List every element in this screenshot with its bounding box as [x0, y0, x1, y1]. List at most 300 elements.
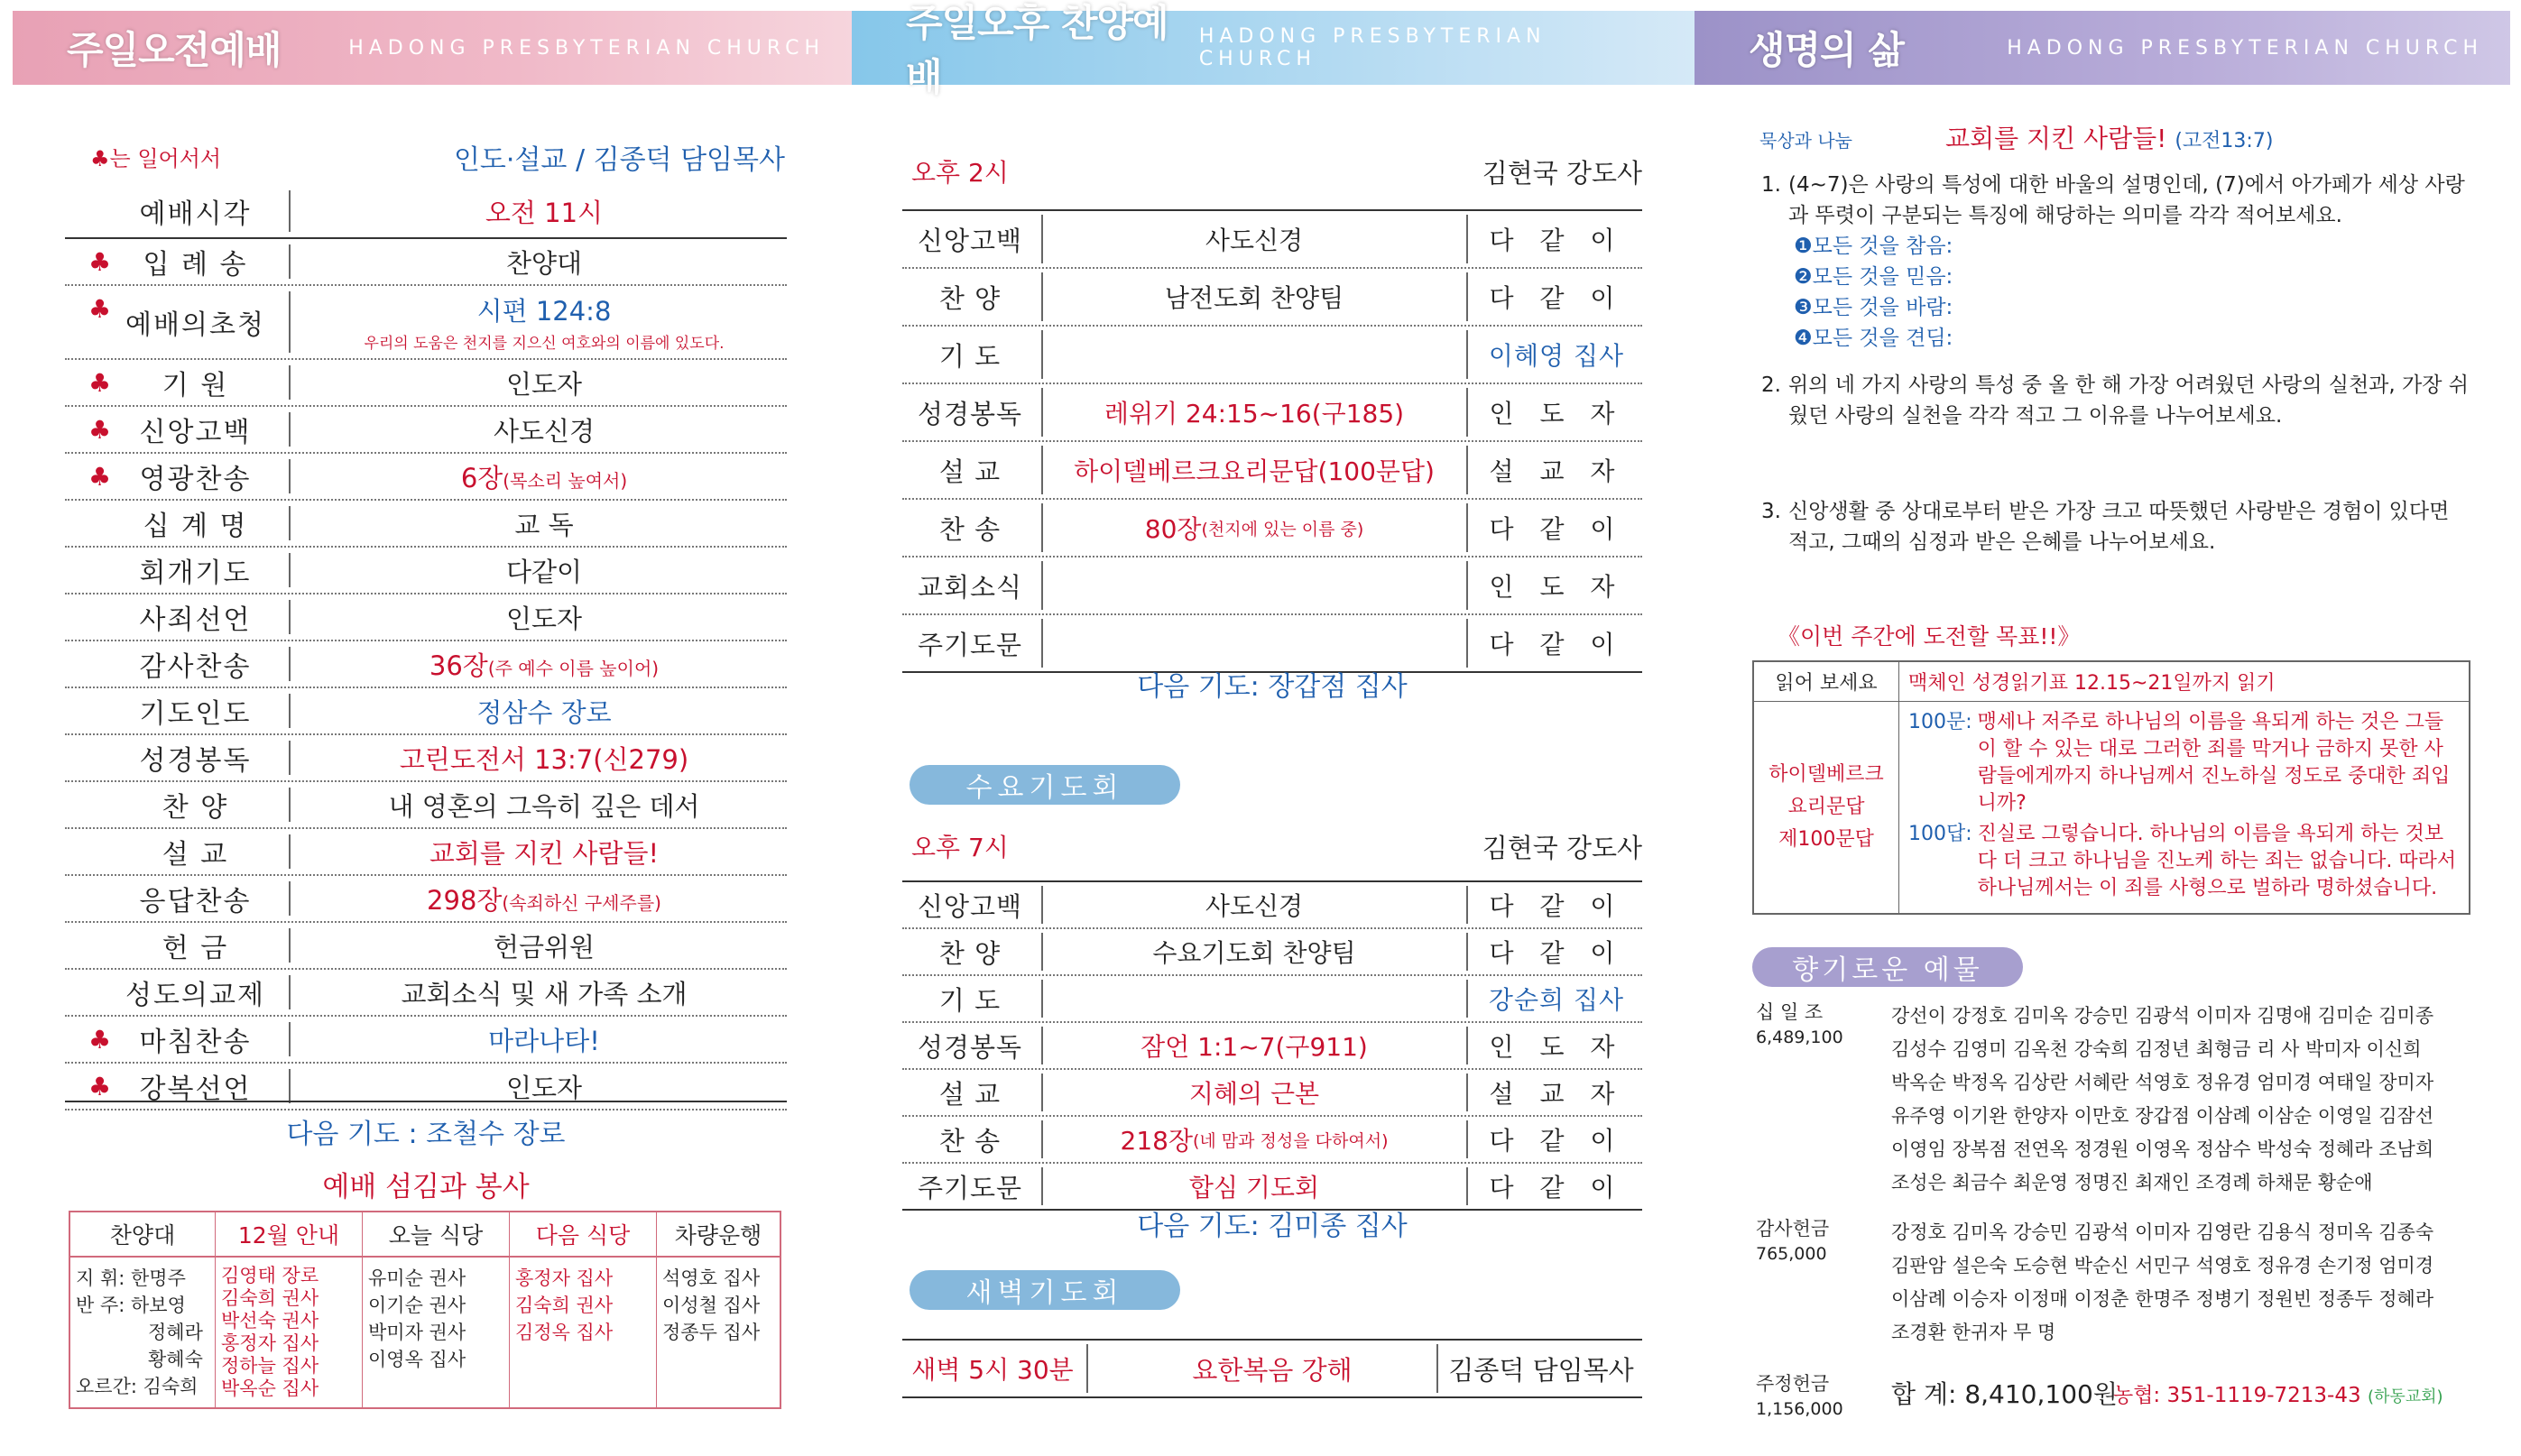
divider: [1466, 1120, 1468, 1158]
order-value-main: 인도자: [505, 368, 583, 400]
morning-banner-sub: HADONG PRESBYTERIAN CHURCH: [348, 36, 825, 60]
service-entry: 정혜라: [148, 1322, 203, 1343]
divider: [1466, 1167, 1468, 1205]
divider: [1041, 1120, 1043, 1158]
answer-list: [1761, 231, 2474, 354]
order-label: 설 교: [938, 1078, 1002, 1110]
afternoon-leader: 김현국 강도사: [1482, 158, 1642, 189]
divider: [289, 788, 291, 822]
order-value: [301, 1017, 787, 1062]
driving-cell: [657, 1257, 781, 1408]
divider: [1466, 561, 1468, 610]
order-value-main: 하이델베르크요리문답(100문답): [1074, 456, 1435, 486]
question-number: 1.: [1761, 173, 1781, 197]
order-value-main: 인도자: [505, 1072, 583, 1103]
divider: [289, 975, 291, 1009]
divider: [1466, 215, 1468, 263]
guide-cell: [216, 1257, 363, 1408]
name-line: 김성수 김영미 김옥천 강숙희 김정년 최형금 리 사 박미자 이신희: [1891, 1038, 2422, 1060]
divider: [1466, 1074, 1468, 1111]
order-value: [301, 782, 787, 827]
order-label: 마침찬송: [139, 1027, 252, 1058]
order-who: 다 같 이: [1489, 283, 1624, 313]
weekly-key: [1756, 1371, 1843, 1422]
tithe-amount: 6,489,100: [1756, 1027, 1843, 1047]
service-header: 차량운행: [657, 1212, 781, 1257]
order-value: [1047, 327, 1462, 382]
order-row: [65, 360, 787, 407]
order-label: 사죄선언: [139, 604, 252, 636]
afternoon-order-table: [902, 209, 1642, 673]
divider: [289, 881, 291, 916]
divider: [1041, 215, 1043, 263]
thanks-amount: 765,000: [1756, 1244, 1827, 1264]
divider: [289, 412, 291, 447]
divider: [289, 647, 291, 681]
order-value-sub: 우리의 도움은 천지를 지으신 여호와의 이름에 있도다.: [364, 335, 725, 353]
order-value: [1047, 269, 1462, 325]
name-line: 유주영 이기완 한양자 이만호 장갑점 이삼례 이삼순 이영일 김잠선: [1891, 1105, 2434, 1127]
order-who: 다 같 이: [1489, 514, 1624, 544]
order-who: 다 같 이: [1489, 1173, 1624, 1203]
catechism-label: [1753, 702, 1899, 915]
answer-line: ❶모든 것을 참음:: [1794, 235, 1953, 258]
question-text: (4~7)은 사랑의 특성에 대한 바울의 설명인데, (7)에서 아가페가 세상 사랑과 뚜렷이 구분되는 특징에 해당하는 의미를 각각 적어보세요.: [1788, 173, 2465, 227]
club-icon: ♣: [88, 462, 112, 492]
order-value: [1047, 500, 1462, 556]
order-value: [301, 970, 787, 1015]
order-label: 신앙고백: [139, 417, 252, 448]
order-value-line: [427, 880, 661, 917]
order-row: [65, 688, 787, 735]
next-kitchen-cell: [510, 1257, 657, 1408]
order-value-note: (목소리 높여서): [503, 469, 628, 492]
divider: [1041, 933, 1043, 971]
divider: [289, 928, 291, 963]
morning-order-table: [65, 185, 787, 1110]
order-value-main: 지혜의 근본: [1188, 1079, 1320, 1109]
time-label: 예배시각: [139, 198, 252, 230]
divider: [1041, 272, 1043, 321]
divider: [1086, 1344, 1088, 1393]
order-value-main: 찬양대: [505, 247, 583, 279]
order-value-note: (천지에 있는 이름 중): [1201, 519, 1364, 539]
order-label: 헌 금: [162, 933, 229, 964]
service-entry: 유미순 권사: [368, 1267, 466, 1289]
wednesday-time: 오후 7시: [911, 833, 1009, 862]
divider: [289, 365, 291, 400]
service-entry: 박옥순 집사: [221, 1378, 319, 1399]
order-value-main: 6장: [460, 462, 503, 493]
order-row: [902, 1023, 1642, 1070]
order-value-main: 인도자: [505, 603, 583, 634]
stand-note: ♣는 일어서서: [90, 146, 222, 171]
order-value-line: [429, 646, 659, 683]
divider: [289, 553, 291, 587]
divider: [1466, 619, 1468, 668]
order-row: [65, 594, 787, 641]
wednesday-header: [902, 828, 1642, 868]
order-label: 응답찬송: [139, 886, 252, 917]
order-value: [1047, 1023, 1462, 1068]
divider: [289, 834, 291, 869]
order-label: 감사찬송: [139, 651, 252, 683]
order-who: 다 같 이: [1489, 226, 1624, 255]
divider: [1041, 446, 1043, 494]
order-label: 찬 양: [938, 937, 1002, 969]
goal-title: 《이번 주간에 도전할 목표!!》: [1778, 623, 2081, 650]
catechism-label-line: 제100문답: [1778, 828, 1874, 851]
club-icon: ♣: [88, 294, 112, 324]
dawn-pill: 새벽기도회: [910, 1270, 1180, 1310]
order-value: [301, 407, 787, 452]
order-value-main: 고린도전서 13:7(신279): [399, 743, 689, 775]
order-label: 설 교: [162, 839, 229, 871]
service-entry: 정하늘 집사: [221, 1355, 319, 1377]
order-value-note: (주 예수 이름 높이어): [487, 657, 660, 679]
divider: [1436, 1344, 1438, 1393]
divider: [1466, 330, 1468, 379]
order-value-main: 교 독: [514, 509, 574, 540]
divider: [289, 190, 291, 232]
name-line: 강정호 김미옥 강승민 김광석 이미자 김영란 김용식 정미옥 김종숙: [1891, 1221, 2434, 1243]
order-value-main: 298장: [427, 884, 503, 916]
divider: [1466, 980, 1468, 1018]
name-line: 이삼례 이승자 이정매 이정춘 한명주 정병기 정원빈 정종두 정혜라: [1891, 1288, 2434, 1310]
meditation-label: 묵상과 나눔: [1759, 130, 1852, 152]
divider: [1466, 1027, 1468, 1064]
divider: [65, 1101, 787, 1102]
order-value-main: 정삼수 장로: [476, 696, 612, 728]
divider: [1041, 561, 1043, 610]
divider: [289, 244, 291, 279]
order-who: 설 교 자: [1489, 1079, 1624, 1109]
order-row: [902, 976, 1642, 1023]
order-who: 이혜영 집사: [1488, 341, 1625, 371]
morning-leader: 인도·설교 / 김종덕 담임목사: [453, 144, 785, 176]
service-header-row: [69, 1212, 780, 1257]
morning-next-prayer: 다음 기도 : 조철수 장로: [286, 1119, 566, 1150]
divider: [1466, 272, 1468, 321]
order-value: [1047, 929, 1462, 974]
service-entry: 김숙희 권사: [515, 1295, 614, 1316]
club-icon: ♣: [88, 1072, 112, 1101]
order-row: [902, 882, 1642, 929]
afternoon-banner-title: 주일오후 찬양예배: [906, 1, 1168, 99]
life-banner-title: 생명의 삶: [1749, 28, 1904, 72]
order-label: 예배의초청: [125, 309, 265, 341]
order-label: 주기도문: [917, 629, 1023, 660]
read-label: 읽어 보세요: [1753, 661, 1899, 702]
order-row: [902, 442, 1642, 500]
order-value-main: 사도신경: [493, 415, 596, 447]
divider: [289, 600, 291, 634]
divider: [1041, 388, 1043, 437]
time-value: 오전 11시: [485, 197, 604, 228]
order-value: [1047, 211, 1462, 267]
question-text: 신앙생활 중 상대로부터 받은 가장 크고 따뜻했던 사랑받은 경험이 있다면 적고, 그때의 심정과 받은 은혜를 나누어보세요.: [1788, 500, 2450, 554]
order-row: [902, 384, 1642, 442]
divider: [1466, 446, 1468, 494]
order-label: 성도의교제: [125, 980, 265, 1011]
service-entry: 정종두 집사: [662, 1322, 761, 1343]
order-who: 인 도 자: [1489, 1032, 1624, 1062]
service-entry: 박미자 권사: [368, 1322, 466, 1343]
service-entry: 이영옥 집사: [368, 1349, 466, 1370]
morning-header: [90, 137, 785, 177]
order-row: [65, 970, 787, 1017]
catechism-question: [1908, 709, 2460, 817]
question-2: [1761, 370, 2474, 431]
answer-line: ❷모든 것을 믿음:: [1794, 265, 1953, 289]
order-row: [65, 1064, 787, 1110]
service-entry: 홍정자 집사: [515, 1267, 614, 1289]
order-who: 인 도 자: [1489, 572, 1624, 602]
bank-sub: (하동교회): [2367, 1387, 2443, 1406]
order-value: [1047, 558, 1462, 613]
order-label: 찬 송: [938, 513, 1002, 545]
service-entry: 반 주: 하보영: [76, 1295, 186, 1316]
order-row: [65, 239, 787, 286]
order-value-main: 남전도회 찬양팀: [1164, 283, 1344, 313]
order-value: [1047, 1070, 1462, 1115]
order-label: 기 도: [938, 984, 1002, 1016]
offering-total: 합 계: 8,410,100원: [1891, 1379, 2118, 1409]
service-header: 다음 식당: [510, 1212, 657, 1257]
order-label: 입 례 송: [143, 249, 248, 281]
order-value-main: 218장: [1120, 1126, 1193, 1156]
life-column: [1696, 0, 2521, 1456]
goal-table: [1752, 660, 2470, 915]
wednesday-leader: 김현국 강도사: [1482, 833, 1642, 863]
life-title-text: 교회를 지킨 사람들!: [1945, 124, 2167, 153]
order-value-main: 교회소식 및 새 가족 소개: [401, 978, 688, 1009]
order-who: 강순희 집사: [1488, 985, 1625, 1015]
order-row: [902, 1117, 1642, 1164]
order-value-main: 마라나타!: [488, 1025, 600, 1056]
order-value: [301, 829, 787, 874]
question-number: 2.: [1761, 373, 1781, 397]
service-table: [69, 1211, 781, 1409]
order-row: [65, 1017, 787, 1064]
tithe-names: [1891, 1000, 2478, 1200]
order-value: [301, 239, 787, 284]
read-row: [1753, 661, 2470, 702]
catechism-question-key: 100문:: [1908, 711, 1972, 733]
order-label: 기도인도: [139, 698, 252, 730]
order-row: [65, 829, 787, 876]
order-value-main: 내 영혼의 그윽히 깊은 데서: [388, 790, 700, 822]
name-line: 조성은 최금수 최운영 정명진 최재인 조경례 하채문 황순애: [1891, 1172, 2373, 1193]
order-value-main: 사도신경: [1205, 226, 1304, 255]
divider: [289, 459, 291, 493]
choir-cell: [69, 1257, 216, 1408]
answer-line: ❹모든 것을 견딤:: [1794, 327, 1953, 350]
weekly-label: 주정헌금: [1756, 1373, 1830, 1395]
order-value: [301, 501, 787, 546]
order-label: 설 교: [938, 456, 1002, 487]
service-entry: 홍정자 집사: [221, 1332, 319, 1354]
order-row: [65, 782, 787, 829]
order-value-line: [461, 458, 627, 495]
order-value-main: 시편 124:8: [476, 296, 612, 327]
wednesday-next-prayer: 다음 기도: 김미종 집사: [1137, 1211, 1408, 1242]
order-row: [65, 407, 787, 454]
order-value: [1047, 615, 1462, 671]
dawn-title: 요한복음 강해: [1192, 1354, 1353, 1386]
order-label: 찬 양: [938, 282, 1002, 314]
order-row: [902, 1070, 1642, 1117]
order-label: 기 원: [162, 370, 229, 401]
club-icon: ♣: [88, 247, 112, 277]
service-entry: 석영호 집사: [662, 1267, 761, 1289]
tithe-label: 십 일 조: [1756, 1001, 1824, 1023]
order-value: [1047, 1117, 1462, 1162]
service-entry: 김숙희 권사: [221, 1287, 319, 1309]
thanks-names: [1891, 1216, 2478, 1350]
divider: [289, 741, 291, 775]
weekly-amount: 1,156,000: [1756, 1399, 1843, 1419]
order-value-main: 헌금위원: [493, 931, 596, 963]
catechism-label-line: 하이델베르크: [1768, 763, 1884, 786]
afternoon-next-prayer: 다음 기도: 장갑점 집사: [1137, 671, 1408, 703]
order-label: 성경봉독: [917, 398, 1023, 429]
order-value: [301, 641, 787, 687]
order-row: [902, 211, 1642, 269]
service-header: 12월 안내: [216, 1212, 363, 1257]
order-row: [65, 501, 787, 548]
service-entry: 오르간: 김숙희: [76, 1376, 199, 1397]
order-value-note: (네 맘과 정성을 다하여서): [1193, 1130, 1389, 1151]
offering-pill: 향기로운 예물: [1752, 947, 2023, 987]
service-entry: 김영태 장로: [221, 1265, 319, 1286]
club-icon: ♣: [88, 368, 112, 398]
order-value-note: (속죄하신 구세주를): [502, 891, 661, 914]
order-row: [65, 454, 787, 501]
question-1: [1761, 170, 2474, 354]
order-row: [65, 923, 787, 970]
read-value: 맥체인 성경읽기표 12.15~21일까지 읽기: [1899, 661, 2470, 702]
name-line: 조경환 한귀자 무 명: [1891, 1322, 2056, 1343]
question-text: 위의 네 가지 사랑의 특성 중 올 한 해 가장 어려웠던 사랑의 실천과, 가장 쉬웠던 사랑의 실천을 각각 적고 그 이유를 나누어보세요.: [1788, 373, 2469, 428]
order-label: 회개기도: [139, 558, 252, 589]
order-who: 설 교 자: [1489, 456, 1624, 486]
order-value-main: 수요기도회 찬양팀: [1152, 938, 1356, 968]
catechism-row: [1753, 702, 2470, 915]
order-who: 다 같 이: [1489, 630, 1624, 659]
divider: [289, 506, 291, 540]
question-number: 3.: [1761, 500, 1781, 523]
divider: [289, 291, 291, 353]
catechism-label-line: 요리문답: [1787, 796, 1865, 818]
service-header: 오늘 식당: [363, 1212, 510, 1257]
life-title: [1945, 119, 2273, 155]
divider: [1041, 886, 1043, 924]
order-value-main: 교회를 지킨 사람들!: [429, 837, 660, 869]
question-3: [1761, 496, 2474, 558]
order-value: [301, 735, 787, 780]
order-value-main: 다같이: [505, 556, 583, 587]
order-row: [65, 735, 787, 782]
order-who: 다 같 이: [1489, 1126, 1624, 1156]
order-value: [301, 286, 787, 358]
divider: [289, 1069, 291, 1103]
order-value-main: 잠언 1:1~7(구911): [1140, 1032, 1368, 1062]
bank-account: [2113, 1378, 2443, 1408]
service-title: 예배 섬김과 봉사: [322, 1171, 530, 1203]
catechism-question-text: 맹세나 저주로 하나님의 이름을 욕되게 하는 것은 그들이 할 수 있는 대로 그러한 죄를 막거나 금하지 못한 사람들에게까지 하나님께서 진노하실 정도로 중대한 죄입니까?: [1977, 711, 2451, 815]
order-row: [902, 269, 1642, 327]
name-line: 이영임 장복점 전연옥 정경원 이영옥 정삼수 박성숙 정혜라 조남희: [1891, 1138, 2434, 1160]
order-label: 기 도: [938, 340, 1002, 372]
divider: [1041, 1167, 1043, 1205]
life-title-ref: (고전13:7): [2175, 130, 2274, 152]
order-who: 다 같 이: [1489, 938, 1624, 968]
order-row: [902, 558, 1642, 615]
order-value: [301, 923, 787, 968]
order-value: [301, 688, 787, 733]
order-label: 신앙고백: [917, 225, 1023, 256]
service-entry: 박선숙 권사: [221, 1310, 319, 1332]
name-line: 김판암 설은숙 도승현 박순신 서민구 석영호 정유경 손기정 엄미경: [1891, 1255, 2434, 1276]
wednesday-order-table: [902, 880, 1642, 1211]
divider: [1041, 330, 1043, 379]
morning-banner-title: 주일오전예배: [67, 28, 282, 72]
thanks-label: 감사헌금: [1756, 1218, 1830, 1239]
dawn-time: 새벽 5시 30분: [911, 1355, 1074, 1385]
tithe-key: [1756, 1000, 1891, 1050]
divider: [1041, 503, 1043, 552]
order-label: 십 계 명: [143, 511, 248, 542]
divider: [1466, 388, 1468, 437]
catechism-answer: [1908, 821, 2460, 902]
order-value: [301, 548, 787, 593]
service-entry: 이기순 권사: [368, 1295, 466, 1316]
name-line: 강선이 강정호 김미옥 강승민 김광석 이미자 김명애 김미순 김미종: [1891, 1005, 2434, 1027]
divider: [1041, 980, 1043, 1018]
afternoon-service-column: [866, 0, 1696, 1456]
life-banner-sub: HADONG PRESBYTERIAN CHURCH: [2007, 36, 2483, 60]
wednesday-pill: 수요기도회: [910, 765, 1180, 805]
divider: [1041, 1027, 1043, 1064]
order-label: 주기도문: [917, 1172, 1023, 1203]
order-label: 찬 양: [162, 792, 229, 824]
dawn-row: [902, 1339, 1642, 1398]
order-label: 교회소식: [917, 571, 1023, 603]
service-body-row: [69, 1257, 780, 1408]
catechism-answer-key: 100답:: [1908, 823, 1972, 845]
order-row: [902, 327, 1642, 384]
divider: [289, 1022, 291, 1056]
order-who: 다 같 이: [1489, 891, 1624, 921]
order-label: 찬 송: [938, 1125, 1002, 1157]
order-value: [1047, 442, 1462, 498]
service-entry: 황혜숙: [148, 1349, 203, 1370]
order-who: 인 도 자: [1489, 399, 1624, 429]
name-line: 박옥순 박정옥 김상란 서혜란 석영호 정유경 엄미경 여태일 장미자: [1891, 1072, 2434, 1093]
order-value-main: 레위기 24:15~16(구185): [1104, 399, 1405, 429]
order-label: 성경봉독: [917, 1031, 1023, 1063]
service-entry: 지 휘: 한명주: [76, 1267, 186, 1289]
divider: [1466, 886, 1468, 924]
order-value: [301, 454, 787, 499]
order-value-main: 80장: [1144, 514, 1202, 544]
divider: [1466, 503, 1468, 552]
order-row: [65, 641, 787, 688]
club-icon: ♣: [88, 415, 112, 445]
service-entry: 이성철 집사: [662, 1295, 761, 1316]
order-value-main: 합심 기도회: [1188, 1173, 1320, 1203]
